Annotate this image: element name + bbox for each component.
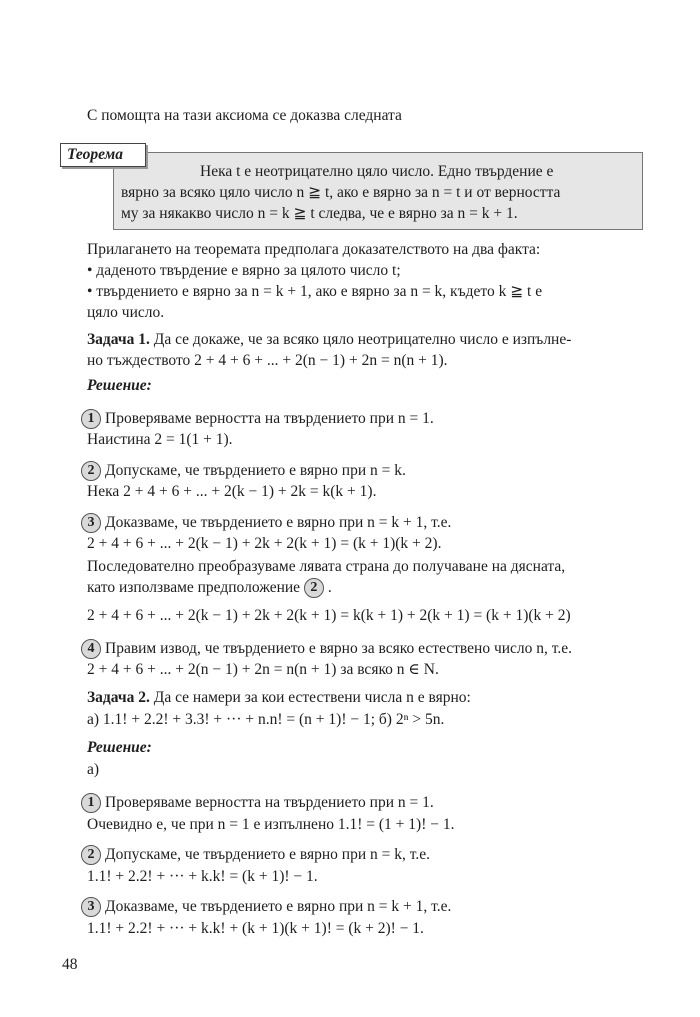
task2-text: Да се намери за кои естествени числа n е вярно: [149,689,471,706]
step-detail: 2 + 4 + 6 + ... + 2(k − 1) + 2k + 2(k + 1) = (k + 1)(k + 2). [87,535,442,552]
body-text [87,578,332,598]
step-number-badge: 3 [81,897,101,917]
step-line [81,513,451,533]
step-number-badge: 1 [81,793,101,813]
theorem-line: му за някакво число n = k ≧ t следва, че е вярно за n = k + 1. [121,205,518,222]
step-text: Доказваме, че твърдението е вярно при n = k + 1, т.е. [105,898,452,915]
page-number: 48 [62,956,78,973]
task2-title: Задача 2. [87,689,150,706]
task1-title: Задача 1. [87,331,150,348]
step-text: Доказваме, че твърдението е вярно при n = k + 1, т.е. [105,514,452,531]
step-line [81,409,434,429]
step-detail: Нека 2 + 4 + 6 + ... + 2(k − 1) + 2k = k(k + 1). [87,483,377,500]
body-text-part: . [327,579,332,596]
step-text: Проверяваме верността на твърдението при n = 1. [105,794,434,811]
step-ref-badge: 2 [304,578,324,598]
body-text-part: като използваме предположение [87,579,301,596]
intro-text: С помощта на тази аксиома се доказва следната [87,107,402,124]
step-line [81,461,406,481]
step-detail: Наистина 2 = 1(1 + 1). [87,431,233,448]
step-detail: 1.1! + 2.2! + ··· + k.k! + (k + 1)(k + 1)! = (k + 2)! − 1. [87,920,424,937]
theorem-label: Теорема [60,143,146,167]
step-number-badge: 2 [81,461,101,481]
task1-text: Да се докаже, че за всяко цяло неотрицателно число е изпълне- [149,331,572,348]
step-line [81,793,434,813]
solution-heading: Решение: [87,377,152,394]
theorem-line: Нека t е неотрицателно цяло число. Едно твърдение е [200,163,554,180]
body-text: Прилагането на теоремата предполага доказателството на два факта: [87,241,541,258]
step-number-badge: 1 [81,409,101,429]
step-number-badge: 3 [81,513,101,533]
body-text: цяло число. [87,304,165,321]
step-line [81,897,451,917]
step-number-badge: 4 [81,639,101,659]
step-text: Допускаме, че твърдението е вярно при n = k. [105,462,406,479]
part-label: а) [87,761,100,778]
task2-line: а) 1.1! + 2.2! + 3.3! + ··· + n.n! = (n + 1)! − 1; б) 2ⁿ > 5n. [87,711,445,728]
step-text: Проверяваме верността на твърдението при n = 1. [105,410,434,427]
solution-heading: Решение: [87,739,152,756]
step-detail: 2 + 4 + 6 + ... + 2(n − 1) + 2n = n(n + 1) за всяко n ∈ N. [87,661,439,678]
step-detail: Очевидно е, че при n = 1 е изпълнено 1.1! = (1 + 1)! − 1. [87,816,455,833]
bullet-item: • даденото твърдение е вярно за цялото число t; [87,262,401,279]
task1-line: но тъждеството 2 + 4 + 6 + ... + 2(n − 1) + 2n = n(n + 1). [87,352,448,369]
step-text: Допускаме, че твърдението е вярно при n = k, т.е. [105,846,430,863]
step-line [81,639,572,659]
bullet-item: • твърдението е вярно за n = k + 1, ако е вярно за n = k, където k ≧ t е [87,283,543,300]
equation: 2 + 4 + 6 + ... + 2(k − 1) + 2k + 2(k + 1) = k(k + 1) + 2(k + 1) = (k + 1)(k + 2) [87,607,571,624]
theorem-line: вярно за всяко цяло число n ≧ t, ако е вярно за n = t и от верността [121,184,561,201]
task1-line [87,330,571,350]
body-text: Последователно преобразуваме лявата страна до получаване на дясната, [87,558,566,575]
step-text: Правим извод, че твърдението е вярно за всяко естествено число n, т.е. [105,640,573,657]
step-detail: 1.1! + 2.2! + ··· + k.k! = (k + 1)! − 1. [87,868,318,885]
step-number-badge: 2 [81,845,101,865]
step-line [81,845,430,865]
task2-line [87,688,471,708]
